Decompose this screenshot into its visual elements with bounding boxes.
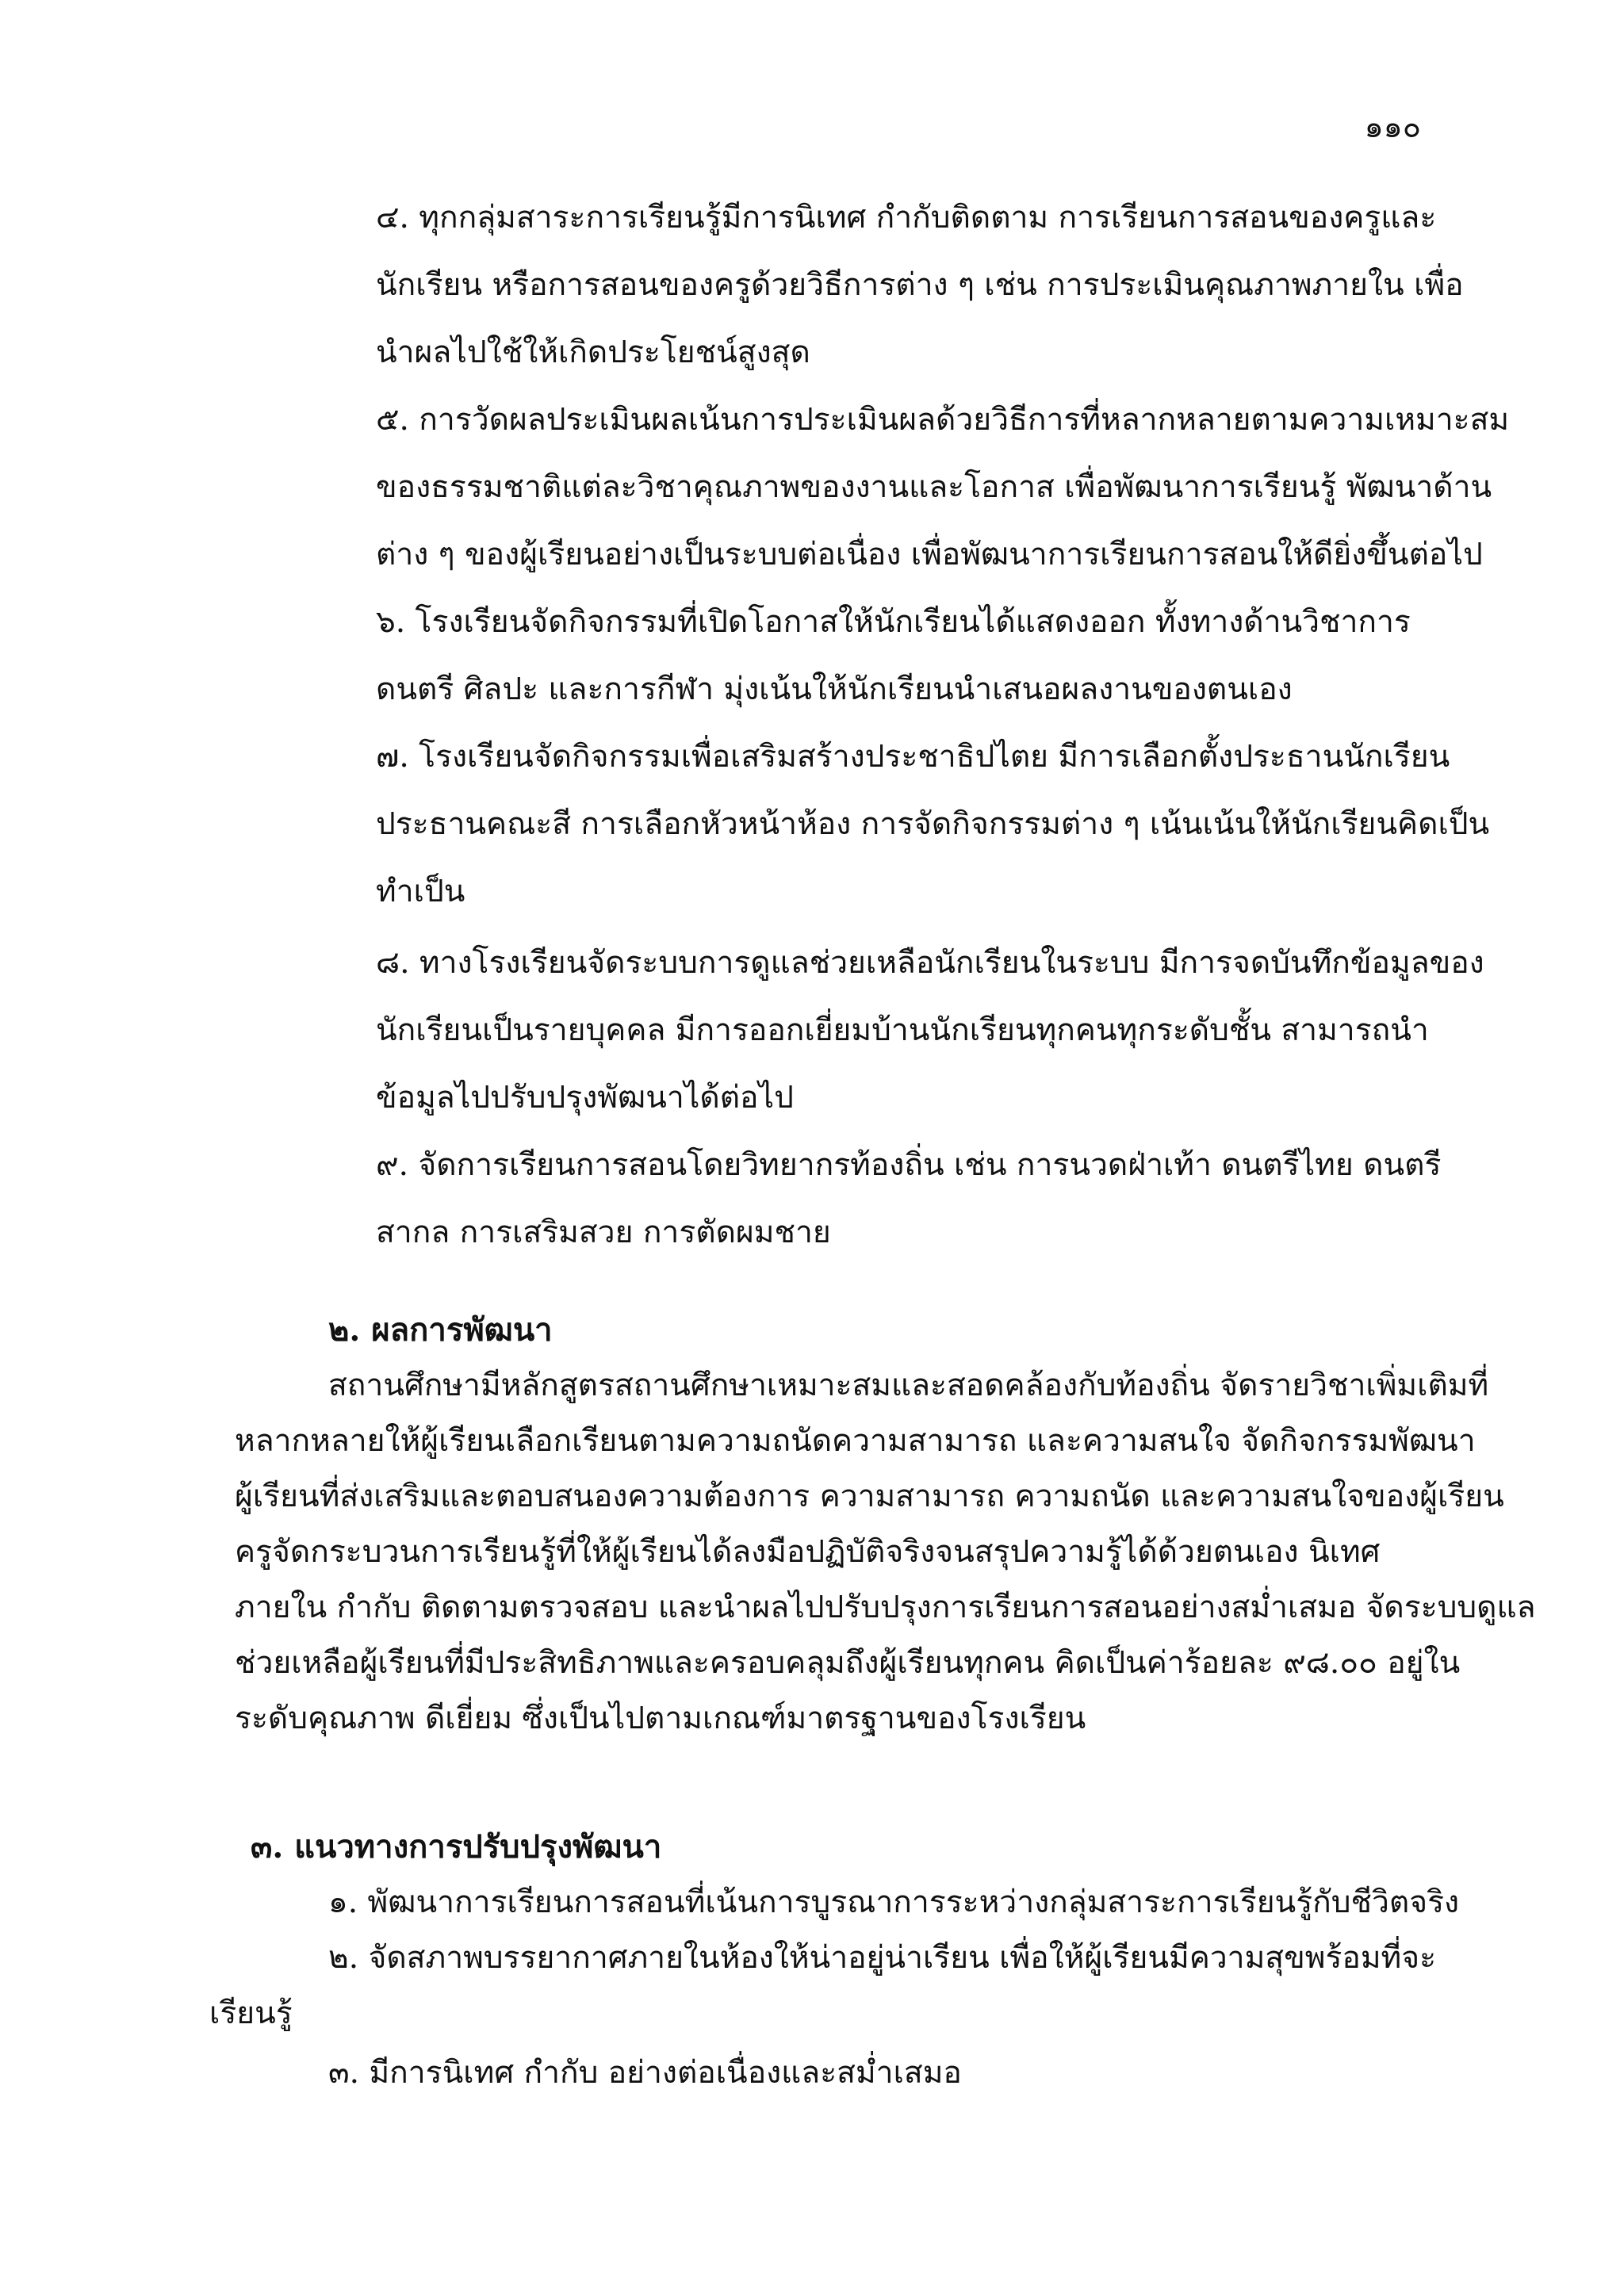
section-1-line: สากล การเสริมสวย การตัดผมชาย (376, 1215, 831, 1250)
page-number: ๑๑๐ (1364, 109, 1421, 144)
section-2-line: สถานศึกษามีหลักสูตรสถานศึกษาเหมาะสมและสอดคล้องกับท้องถิ่น จัดรายวิชาเพิ่มเติมที่ (328, 1368, 1489, 1403)
section-1-line: ๙. จัดการเรียนการสอนโดยวิทยากรท้องถิ่น เช่น การนวดฝ่าเท้า ดนตรีไทย ดนตรี (376, 1147, 1442, 1183)
section-2-heading: ๒. ผลการพัฒนา (328, 1311, 553, 1349)
section-2-line: ภายใน กำกับ ติดตามตรวจสอบ และนำผลไปปรับปรุงการเรียนการสอนอย่างสม่ำเสมอ จัดระบบดูแล (235, 1590, 1536, 1625)
section-1-line: นักเรียน หรือการสอนของครูด้วยวิธีการต่าง ๆ เช่น การประเมินคุณภาพภายใน เพื่อ (376, 267, 1464, 303)
section-1-line: ๕. การวัดผลประเมินผลเน้นการประเมินผลด้วยวิธีการที่หลากหลายตามความเหมาะสม (376, 402, 1510, 438)
section-1-line: ทำเป็น (376, 874, 465, 909)
section-3-line: ๑. พัฒนาการเรียนการสอนที่เน้นการบูรณาการระหว่างกลุ่มสาระการเรียนรู้กับชีวิตจริง (328, 1885, 1460, 1920)
section-1-line: ของธรรมชาติแต่ละวิชาคุณภาพของงานและโอกาส เพื่อพัฒนาการเรียนรู้ พัฒนาด้าน (376, 469, 1492, 505)
section-3-heading: ๓. แนวทางการปรับปรุงพัฒนา (251, 1828, 662, 1866)
section-2-line: หลากหลายให้ผู้เรียนเลือกเรียนตามความถนัดความสามารถ และความสนใจ จัดกิจกรรมพัฒนา (235, 1423, 1476, 1459)
section-1-line: ๖. โรงเรียนจัดกิจกรรมที่เปิดโอกาสให้นักเรียนได้แสดงออก ทั้งทางด้านวิชาการ (376, 604, 1411, 640)
section-3-line: ๒. จัดสภาพบรรยากาศภายในห้องให้น่าอยู่น่าเรียน เพื่อให้ผู้เรียนมีความสุขพร้อมที่จะ (328, 1940, 1437, 1976)
section-1-line: ข้อมูลไปปรับปรุงพัฒนาได้ต่อไป (376, 1080, 794, 1115)
section-3-line: ๓. มีการนิเทศ กำกับ อย่างต่อเนื่องและสม่ำเสมอ (328, 2055, 962, 2091)
section-1-line: ๔. ทุกกลุ่มสาระการเรียนรู้มีการนิเทศ กำกับติดตาม การเรียนการสอนของครูและ (376, 200, 1437, 235)
section-1-line: ดนตรี ศิลปะ และการกีฬา มุ่งเน้นให้นักเรียนนำเสนอผลงานของตนเอง (376, 672, 1293, 707)
section-1-line: ๗. โรงเรียนจัดกิจกรรมเพื่อเสริมสร้างประชาธิปไตย มีการเลือกตั้งประธานนักเรียน (376, 739, 1450, 775)
section-2-line: ครูจัดกระบวนการเรียนรู้ที่ให้ผู้เรียนได้ลงมือปฏิบัติจริงจนสรุปความรู้ได้ด้วยตนเอง นิเทศ (235, 1534, 1381, 1570)
section-3-line: เรียนรู้ (209, 1996, 293, 2031)
section-2-line: ช่วยเหลือผู้เรียนที่มีประสิทธิภาพและครอบคลุมถึงผู้เรียนทุกคน คิดเป็นค่าร้อยละ ๙๘.๐๐ อยู่ใน (235, 1645, 1461, 1681)
section-1-line: ต่าง ๆ ของผู้เรียนอย่างเป็นระบบต่อเนื่อง เพื่อพัฒนาการเรียนการสอนให้ดียิ่งขึ้นต่อไป (376, 537, 1483, 572)
section-1-line: ๘. ทางโรงเรียนจัดระบบการดูแลช่วยเหลือนักเรียนในระบบ มีการจดบันทึกข้อมูลของ (376, 945, 1484, 981)
section-2-line: ระดับคุณภาพ ดีเยี่ยม ซึ่งเป็นไปตามเกณฑ์มาตรฐานของโรงเรียน (235, 1701, 1086, 1736)
section-1-line: นักเรียนเป็นรายบุคคล มีการออกเยี่ยมบ้านนักเรียนทุกคนทุกระดับชั้น สามารถนำ (376, 1012, 1429, 1048)
section-1-line: นำผลไปใช้ให้เกิดประโยชน์สูงสุด (376, 335, 810, 370)
section-1-line: ประธานคณะสี การเลือกหัวหน้าห้อง การจัดกิจกรรมต่าง ๆ เน้นเน้นให้นักเรียนคิดเป็น (376, 806, 1490, 842)
section-2-line: ผู้เรียนที่ส่งเสริมและตอบสนองความต้องการ ความสามารถ ความถนัด และความสนใจของผู้เรียน (235, 1479, 1504, 1514)
